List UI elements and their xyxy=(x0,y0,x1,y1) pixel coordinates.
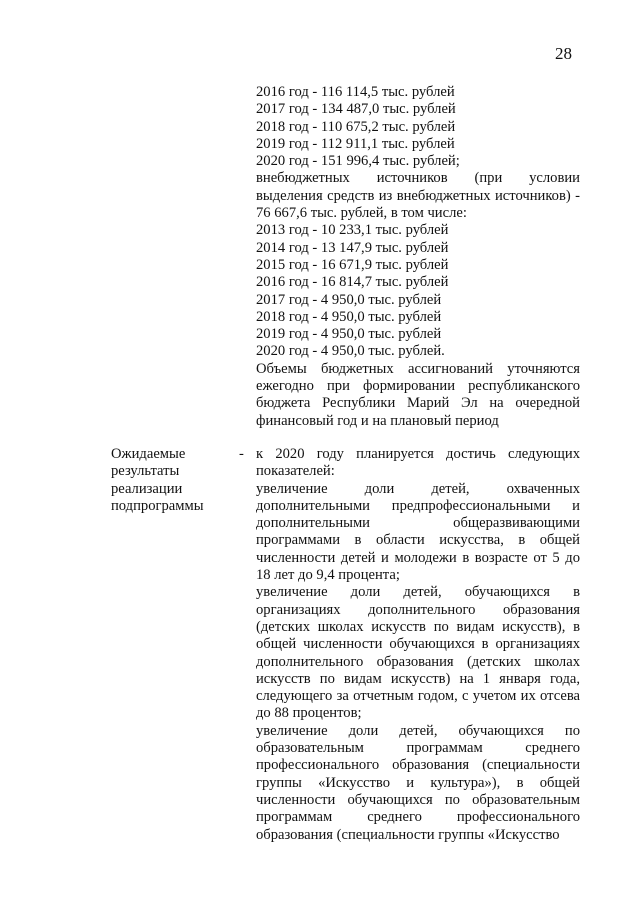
results-dash: - xyxy=(239,446,244,462)
extra-line-2017: 2017 год - 4 950,0 тыс. рублей xyxy=(256,291,442,308)
extra-line-2018: 2018 год - 4 950,0 тыс. рублей xyxy=(256,308,442,325)
results-label: Ожидаемые результаты реализации подпрограммы xyxy=(111,446,204,514)
results-block xyxy=(256,446,580,844)
funding-line-2019: 2019 год - 112 911,1 тыс. рублей xyxy=(256,135,455,152)
funding-note: Объемы бюджетных ассигнований уточняются ежегодно при формировании республиканского бюджета Республики Марий Эл на очередной финансовый год и на плановый период xyxy=(256,360,580,429)
extra-line-2016: 2016 год - 16 814,7 тыс. рублей xyxy=(256,274,449,291)
results-item-3: увеличение доли детей, обучающихся по образовательным программам среднего профессионального образования (специальности группы «Искусство и культура»), в общей численности обучающихся по образовательным программам среднего профессионального образования (специальности группы «Искусство xyxy=(256,722,580,843)
extrabudget-text: внебюджетных источников (при условии выделения средств из внебюджетных источников) - 76 667,6 тыс. рублей, в том числе: xyxy=(256,170,580,222)
page-number: 28 xyxy=(555,44,572,63)
funding-line-2020: 2020 год - 151 996,4 тыс. рублей; xyxy=(256,153,460,170)
funding-line-2016: 2016 год - 116 114,5 тыс. рублей xyxy=(256,84,455,100)
results-intro: к 2020 году планируется достичь следующих показателей: xyxy=(256,446,580,480)
extra-line-2020: 2020 год - 4 950,0 тыс. рублей. xyxy=(256,343,445,360)
extra-line-2019: 2019 год - 4 950,0 тыс. рублей xyxy=(256,326,442,343)
results-item-1: увеличение доли детей, охваченных дополнительными предпрофессиональными и дополнительными общеразвивающими программами в области искусства, в общей численности детей и молодежи в возрасте от 5 до 18 лет до 9,4 процента; xyxy=(256,480,580,584)
funding-line-2017: 2017 год - 134 487,0 тыс. рублей xyxy=(256,101,456,118)
funding-block xyxy=(256,84,580,430)
funding-line-2018: 2018 год - 110 675,2 тыс. рублей xyxy=(256,118,456,135)
extra-line-2013: 2013 год - 10 233,1 тыс. рублей xyxy=(256,222,449,239)
extra-line-2015: 2015 год - 16 671,9 тыс. рублей xyxy=(256,256,449,273)
results-item-2: увеличение доли детей, обучающихся в организациях дополнительного образования (детских школах искусств по видам искусств), в общей численности обучающихся в организациях дополнительного образования (детских школах искусств по видам искусств) на 1 января года, следующего за отчетным годом, с учетом их отсева до 88 процентов; xyxy=(256,584,580,722)
extra-line-2014: 2014 год - 13 147,9 тыс. рублей xyxy=(256,239,449,256)
